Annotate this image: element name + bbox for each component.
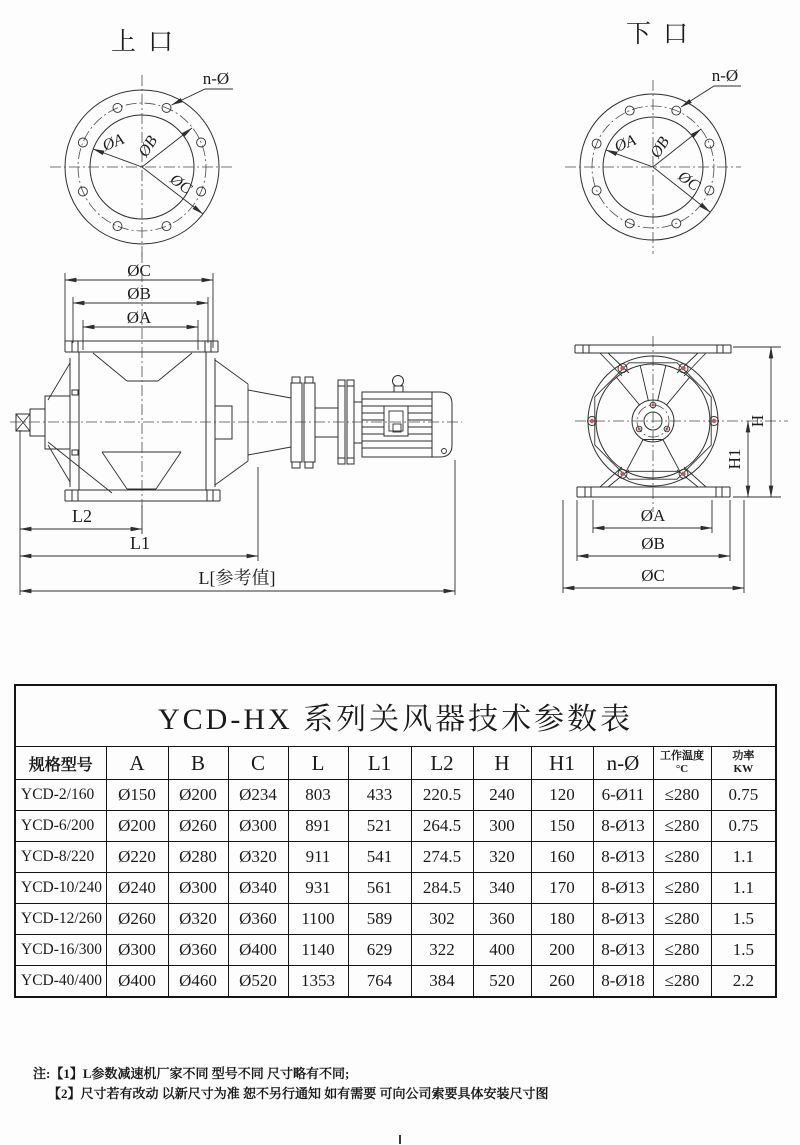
table-cell: 400 — [473, 935, 531, 966]
table-cell: ≤280 — [653, 904, 711, 935]
header-cell: H1 — [531, 747, 593, 780]
table-cell: 1100 — [288, 904, 348, 935]
table-cell: 8-Ø13 — [593, 873, 653, 904]
table-cell: ≤280 — [653, 842, 711, 873]
table-cell: YCD-10/240 — [15, 873, 106, 904]
table-title: YCD-HX 系列关风器技术参数表 — [15, 685, 776, 747]
table-cell: ≤280 — [653, 935, 711, 966]
table-row — [15, 780, 776, 811]
table-cell: YCD-40/400 — [15, 966, 106, 998]
table-cell: 284.5 — [411, 873, 473, 904]
valve-body — [65, 341, 220, 501]
table-cell: 8-Ø13 — [593, 811, 653, 842]
header-line: °C — [675, 763, 689, 775]
table-cell: Ø320 — [168, 904, 228, 935]
table-cell: Ø260 — [106, 904, 168, 935]
header-cell: A — [106, 747, 168, 780]
table-cell: 1.1 — [711, 842, 776, 873]
table-row — [15, 966, 776, 998]
table-cell: 170 — [531, 873, 593, 904]
dim-label-a: ØA — [126, 308, 152, 327]
header-line: KW — [733, 763, 754, 775]
table-cell: 180 — [531, 904, 593, 935]
table-cell: ≤280 — [653, 811, 711, 842]
table-cell: Ø220 — [106, 842, 168, 873]
table-cell: Ø300 — [106, 935, 168, 966]
front-view — [563, 336, 788, 593]
header-cell: 规格型号 — [15, 747, 106, 780]
dim-label-h1: H1 — [725, 448, 744, 470]
table-cell: 520 — [473, 966, 531, 998]
table-cell: 8-Ø13 — [593, 842, 653, 873]
table-cell: 0.75 — [711, 780, 776, 811]
table-cell: Ø360 — [168, 935, 228, 966]
table-cell: Ø400 — [228, 935, 288, 966]
page-mark — [399, 1135, 401, 1144]
table-cell: 561 — [348, 873, 411, 904]
dim-label-a: ØA — [100, 130, 127, 155]
footnotes — [33, 1064, 549, 1104]
table-cell: 200 — [531, 935, 593, 966]
spec-table — [14, 684, 777, 998]
table-cell: 931 — [288, 873, 348, 904]
header-cell: B — [168, 747, 228, 780]
table-cell: Ø340 — [228, 873, 288, 904]
dim-label-n: n-Ø — [202, 69, 230, 88]
table-cell: Ø200 — [106, 811, 168, 842]
table-cell: Ø520 — [228, 966, 288, 998]
table-cell: ≤280 — [653, 966, 711, 998]
dim-label-c: ØC — [127, 261, 151, 280]
header-cell: L2 — [411, 747, 473, 780]
table-cell: 764 — [348, 966, 411, 998]
table-cell: 8-Ø13 — [593, 935, 653, 966]
table-cell: 384 — [411, 966, 473, 998]
table-cell: 521 — [348, 811, 411, 842]
table-cell: 320 — [473, 842, 531, 873]
dim-label-a: ØA — [640, 506, 666, 525]
table-cell: 340 — [473, 873, 531, 904]
header-cell: H — [473, 747, 531, 780]
header-line: 工作温度 — [660, 750, 704, 763]
footnote-2: 【2】尺寸若有改动 以新尺寸为准 恕不另行通知 如有需要 可向公司索要具体安装尺寸图 — [48, 1086, 549, 1101]
table-cell: ≤280 — [653, 873, 711, 904]
table-cell: YCD-12/260 — [15, 904, 106, 935]
header-line: 功率 — [732, 750, 755, 763]
table-body — [15, 780, 776, 998]
left-bearing-end — [16, 358, 112, 493]
table-cell: 589 — [348, 904, 411, 935]
table-cell: 264.5 — [411, 811, 473, 842]
table-cell: 1353 — [288, 966, 348, 998]
table-cell: 1.5 — [711, 904, 776, 935]
table-cell: 1140 — [288, 935, 348, 966]
table-cell: Ø360 — [228, 904, 288, 935]
table-cell: 803 — [288, 780, 348, 811]
dim-label-l: L[参考值] — [198, 568, 276, 588]
table-cell: 360 — [473, 904, 531, 935]
table-row — [15, 811, 776, 842]
table-cell: Ø260 — [168, 811, 228, 842]
table-cell: 274.5 — [411, 842, 473, 873]
header-cell: n-Ø — [593, 747, 653, 780]
table-title-row — [15, 685, 776, 747]
table-cell: Ø400 — [106, 966, 168, 998]
upper-port-view — [50, 28, 234, 259]
table-cell: Ø320 — [228, 842, 288, 873]
header-cell — [711, 747, 776, 780]
table-cell: 6-Ø11 — [593, 780, 653, 811]
lower-port-title: 下口 — [625, 21, 701, 48]
table-cell: 433 — [348, 780, 411, 811]
table-cell: 302 — [411, 904, 473, 935]
dim-label-l1: L1 — [130, 533, 150, 553]
table-cell: 1.5 — [711, 935, 776, 966]
header-cell: C — [228, 747, 288, 780]
table-cell: 322 — [411, 935, 473, 966]
dim-label-b: ØB — [127, 284, 151, 303]
table-cell: Ø200 — [168, 780, 228, 811]
table-cell: Ø300 — [168, 873, 228, 904]
dim-label-c: ØC — [674, 167, 703, 195]
table-cell: Ø300 — [228, 811, 288, 842]
table-cell: 891 — [288, 811, 348, 842]
lower-port-view — [565, 21, 741, 254]
eyebolt-icon — [393, 376, 404, 387]
table-cell: 240 — [473, 780, 531, 811]
table-cell: 220.5 — [411, 780, 473, 811]
table-cell: Ø280 — [168, 842, 228, 873]
table-cell: ≤280 — [653, 780, 711, 811]
table-cell: 1.1 — [711, 873, 776, 904]
gearbox-and-motor — [215, 358, 452, 487]
table-cell: 150 — [531, 811, 593, 842]
table-cell: 300 — [473, 811, 531, 842]
table-header-row — [15, 747, 776, 780]
table-cell: 629 — [348, 935, 411, 966]
table-cell: 2.2 — [711, 966, 776, 998]
dim-label-b: ØB — [647, 134, 674, 162]
junction-box — [384, 406, 408, 436]
footnote-1: 注:【1】L参数减速机厂家不同 型号不同 尺寸略有不同; — [33, 1066, 350, 1081]
dim-label-c: ØC — [166, 170, 195, 198]
table-row — [15, 873, 776, 904]
table-cell: Ø150 — [106, 780, 168, 811]
table-row — [15, 842, 776, 873]
table-cell: Ø240 — [106, 873, 168, 904]
header-cell: L — [288, 747, 348, 780]
table-cell: 911 — [288, 842, 348, 873]
dim-label-l2: L2 — [72, 506, 92, 526]
dim-label-b: ØB — [641, 534, 665, 553]
table-cell: 8-Ø18 — [593, 966, 653, 998]
header-cell — [653, 747, 711, 780]
dim-label-a: ØA — [612, 131, 639, 156]
table-cell: 160 — [531, 842, 593, 873]
table-cell: 120 — [531, 780, 593, 811]
table-cell: YCD-2/160 — [15, 780, 106, 811]
table-cell: 260 — [531, 966, 593, 998]
dim-label-n: n-Ø — [711, 66, 739, 85]
table-row — [15, 904, 776, 935]
table-cell: YCD-6/200 — [15, 811, 106, 842]
table-cell: 541 — [348, 842, 411, 873]
dim-label-b: ØB — [135, 133, 162, 161]
side-view — [10, 252, 462, 595]
dim-label-c: ØC — [641, 566, 665, 585]
table-cell: YCD-8/220 — [15, 842, 106, 873]
table-cell: YCD-16/300 — [15, 935, 106, 966]
table-cell: 8-Ø13 — [593, 904, 653, 935]
upper-port-title: 上口 — [110, 29, 186, 56]
table-row — [15, 935, 776, 966]
dim-label-h: H — [748, 414, 767, 428]
table-cell: Ø234 — [228, 780, 288, 811]
header-cell: L1 — [348, 747, 411, 780]
table-cell: Ø460 — [168, 966, 228, 998]
table-cell: 0.75 — [711, 811, 776, 842]
